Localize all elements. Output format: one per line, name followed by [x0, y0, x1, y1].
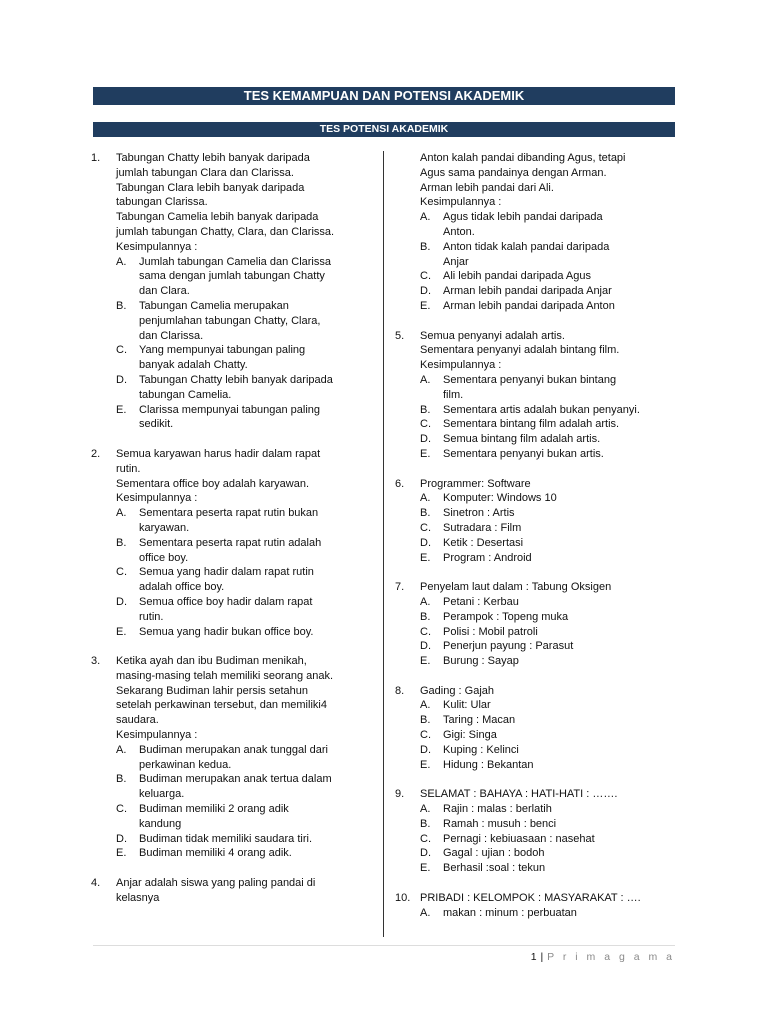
question-item	[91, 447, 373, 639]
question-number: 1.	[91, 152, 101, 164]
answer-option	[420, 506, 680, 521]
question-text: Tabungan Chatty lebih banyak daripada jumlah tabungan Clara dan Clarissa. Tabungan Clara lebih banyak daripada tabungan Clarissa. Tabungan Camelia lebih banyak daripada jumlah tabungan Chatty, Clara, dan Clarissa. Kesimpulannya :	[116, 152, 335, 253]
answer-option	[116, 743, 373, 773]
question-text: Semua penyanyi adalah artis. Sementara penyanyi adalah bintang film. Kesimpulannya :	[420, 329, 620, 372]
answer-option	[420, 728, 680, 743]
answer-option	[420, 373, 680, 403]
question-text: Gading : Gajah	[420, 684, 494, 697]
option-text: Semua bintang film adalah artis.	[443, 433, 601, 446]
option-text: Sementara artis adalah bukan penyanyi.	[443, 403, 640, 416]
option-letter: D.	[420, 847, 431, 860]
option-letter: A.	[420, 906, 431, 919]
footer-separator: |	[540, 951, 544, 963]
option-letter: B.	[420, 403, 431, 416]
option-text: Tabungan Camelia merupakan penjumlahan tabungan Chatty, Clara, dan Clarissa.	[139, 299, 321, 342]
answer-option	[420, 299, 680, 314]
option-text: Arman lebih pandai daripada Anjar	[443, 285, 612, 298]
option-text: Anton tidak kalah pandai daripada Anjar	[443, 240, 610, 268]
answer-option	[420, 832, 680, 847]
option-text: Budiman merupakan anak tertua dalam keluarga.	[139, 773, 332, 801]
answer-option	[116, 772, 373, 802]
option-letter: D.	[420, 640, 431, 653]
question-item	[91, 151, 373, 432]
answer-option	[420, 639, 680, 654]
answer-option	[420, 595, 680, 610]
right-column	[395, 151, 680, 935]
option-text: makan : minum : perbuatan	[443, 906, 577, 919]
option-text: Ramah : musuh : benci	[443, 817, 557, 830]
question-number: 3.	[91, 655, 101, 668]
answer-option	[420, 491, 680, 506]
option-letter: E.	[420, 758, 431, 771]
option-text: Arman lebih pandai daripada Anton	[443, 299, 615, 312]
answer-option	[420, 817, 680, 832]
answer-option	[420, 713, 680, 728]
answer-option	[420, 846, 680, 861]
option-letter: A.	[420, 595, 431, 608]
option-text: Sutradara : Film	[443, 521, 522, 534]
option-text: Sementara peserta rapat rutin bukan karyawan.	[139, 507, 319, 534]
option-text: Semua yang hadir dalam rapat rutin adalah office boy.	[139, 566, 314, 594]
option-text: Budiman merupakan anak tunggal dari perkawinan kedua.	[139, 743, 328, 771]
question-text: Anton kalah pandai dibanding Agus, tetapi Agus sama pandainya dengan Arman. Arman lebih pandai dari Ali. Kesimpulannya :	[420, 152, 626, 209]
option-letter: D.	[420, 285, 431, 298]
option-letter: D.	[116, 832, 127, 845]
option-text: Sinetron : Artis	[443, 507, 515, 520]
option-letter: B.	[420, 240, 431, 253]
answer-option	[420, 447, 680, 462]
option-letter: A.	[420, 492, 431, 505]
option-text: Burung : Sayap	[443, 655, 519, 668]
option-text: Gigi: Singa	[443, 729, 497, 742]
answer-option	[420, 210, 680, 240]
option-text: Yang mempunyai tabungan paling banyak adalah Chatty.	[139, 344, 306, 372]
answer-option	[420, 610, 680, 625]
option-letter: A.	[420, 699, 431, 712]
answer-option	[420, 551, 680, 566]
answer-option	[420, 417, 680, 432]
answer-option	[420, 536, 680, 551]
option-letter: B.	[116, 773, 127, 786]
option-letter: C.	[420, 270, 431, 283]
option-letter: D.	[420, 433, 431, 446]
question-item	[91, 654, 373, 861]
option-letter: C.	[420, 625, 431, 638]
option-letter: B.	[420, 714, 431, 727]
question-number: 10.	[395, 891, 411, 904]
option-text: Ali lebih pandai daripada Agus	[443, 270, 592, 283]
option-letter: A.	[116, 507, 127, 520]
option-text: Budiman tidak memiliki saudara tiri.	[139, 832, 313, 845]
option-letter: B.	[420, 507, 431, 520]
question-item	[395, 891, 680, 921]
option-letter: C.	[420, 729, 431, 742]
question-item	[395, 580, 680, 669]
question-item	[395, 684, 680, 773]
option-text: Sementara penyanyi bukan bintang film.	[443, 373, 617, 401]
question-number: 5.	[395, 329, 405, 342]
column-divider	[383, 151, 384, 937]
answer-option	[420, 284, 680, 299]
question-item	[395, 329, 680, 462]
answer-option	[420, 802, 680, 817]
option-letter: E.	[116, 625, 127, 638]
question-text: Penyelam laut dalam : Tabung Oksigen	[420, 581, 612, 594]
option-text: Clarissa mempunyai tabungan paling sedikit.	[139, 403, 320, 431]
question-text: SELAMAT : BAHAYA : HATI-HATI : …….	[420, 788, 618, 801]
option-letter: C.	[420, 418, 431, 431]
option-text: Hidung : Bekantan	[443, 758, 534, 771]
question-number: 2.	[91, 447, 101, 460]
option-letter: E.	[420, 551, 431, 564]
option-text: Semua office boy hadir dalam rapat rutin.	[139, 595, 313, 623]
question-item	[395, 477, 680, 566]
question-text: Anjar adalah siswa yang paling pandai di kelasnya	[116, 877, 316, 904]
answer-option	[116, 802, 373, 832]
question-text: Ketika ayah dan ibu Budiman menikah, masing-masing telah memiliki seorang anak. Sekarang Budiman lahir persis setahun setelah perkawinan tersebut, dan memiliki4 saudara. Kesimpulannya :	[116, 655, 334, 742]
option-text: Sementara bintang film adalah artis.	[443, 418, 620, 431]
question-text: Programmer: Software	[420, 477, 531, 490]
option-text: Jumlah tabungan Camelia dan Clarissa sama dengan jumlah tabungan Chatty dan Clara.	[139, 255, 331, 298]
question-number: 6.	[395, 477, 405, 490]
answer-option	[420, 240, 680, 270]
option-letter: D.	[420, 536, 431, 549]
option-letter: D.	[116, 373, 127, 386]
option-text: Budiman memiliki 2 orang adik kandung	[139, 803, 289, 830]
answer-option	[420, 906, 680, 921]
question-number: 8.	[395, 684, 405, 697]
answer-option	[116, 832, 373, 847]
answer-option	[420, 654, 680, 669]
answer-option	[116, 255, 373, 299]
document-title: TES KEMAMPUAN DAN POTENSI AKADEMIK	[93, 87, 675, 105]
option-text: Sementara penyanyi bukan artis.	[443, 447, 604, 460]
option-letter: C.	[116, 803, 127, 816]
option-letter: B.	[420, 610, 431, 623]
option-text: Petani : Kerbau	[443, 595, 519, 608]
option-text: Penerjun payung : Parasut	[443, 640, 574, 653]
answer-option	[116, 373, 373, 403]
answer-option	[116, 403, 373, 433]
left-column	[91, 151, 373, 920]
option-text: Tabungan Chatty lebih banyak daripada tabungan Camelia.	[139, 373, 333, 401]
answer-option	[116, 846, 373, 861]
option-text: Komputer: Windows 10	[443, 492, 557, 505]
option-text: Berhasil :soal : tekun	[443, 862, 546, 875]
option-text: Sementara peserta rapat rutin adalah office boy.	[139, 536, 322, 564]
option-text: Semua yang hadir bukan office boy.	[139, 625, 314, 638]
question-text: PRIBADI : KELOMPOK : MASYARAKAT : ….	[420, 891, 641, 904]
question-text: Semua karyawan harus hadir dalam rapat rutin. Sementara office boy adalah karyawan. Kesimpulannya :	[116, 447, 321, 505]
answer-option	[116, 625, 373, 640]
option-text: Ketik : Desertasi	[443, 536, 524, 549]
option-letter: C.	[116, 344, 127, 357]
option-text: Budiman memiliki 4 orang adik.	[139, 847, 292, 860]
question-number: 9.	[395, 788, 405, 801]
footer	[531, 951, 675, 963]
option-letter: B.	[116, 536, 127, 549]
answer-option	[420, 625, 680, 640]
answer-option	[116, 565, 373, 595]
option-letter: B.	[420, 817, 431, 830]
option-letter: C.	[116, 566, 127, 579]
footer-brand: P r i m a g a m a	[547, 951, 675, 963]
option-text: Polisi : Mobil patroli	[443, 625, 538, 638]
option-letter: D.	[420, 743, 431, 756]
option-text: Kulit: Ular	[443, 699, 491, 712]
option-letter: E.	[116, 847, 127, 860]
answer-option	[420, 698, 680, 713]
question-number: 4.	[91, 877, 101, 890]
answer-option	[116, 506, 373, 536]
answer-option	[420, 743, 680, 758]
option-text: Pernagi : kebiuasaan : nasehat	[443, 832, 595, 845]
option-text: Agus tidak lebih pandai daripada Anton.	[443, 211, 603, 238]
option-text: Rajin : malas : berlatih	[443, 803, 552, 816]
answer-option	[116, 299, 373, 343]
option-letter: D.	[116, 595, 127, 608]
option-text: Perampok : Topeng muka	[443, 610, 569, 623]
option-text: Gagal : ujian : bodoh	[443, 847, 545, 860]
question-item	[395, 151, 680, 314]
option-letter: A.	[116, 255, 127, 268]
option-letter: C.	[420, 832, 431, 845]
option-letter: B.	[116, 299, 127, 312]
answer-option	[420, 432, 680, 447]
page-number: 1	[530, 951, 538, 963]
answer-option	[420, 269, 680, 284]
option-letter: A.	[420, 211, 431, 224]
answer-option	[420, 861, 680, 876]
option-letter: E.	[420, 862, 431, 875]
answer-option	[420, 521, 680, 536]
option-text: Program : Android	[443, 551, 532, 564]
option-letter: E.	[116, 403, 127, 416]
question-item	[91, 876, 373, 906]
option-letter: E.	[420, 299, 431, 312]
answer-option	[116, 536, 373, 566]
question-item	[395, 787, 680, 876]
question-number: 7.	[395, 581, 405, 594]
answer-option	[420, 758, 680, 773]
section-title: TES POTENSI AKADEMIK	[93, 122, 675, 137]
option-letter: E.	[420, 655, 431, 668]
answer-option	[420, 403, 680, 418]
option-letter: A.	[420, 803, 431, 816]
answer-option	[116, 595, 373, 625]
answer-option	[116, 343, 373, 373]
option-letter: E.	[420, 447, 431, 460]
option-letter: A.	[116, 743, 127, 756]
footer-divider	[93, 945, 675, 946]
option-text: Taring : Macan	[443, 714, 516, 727]
option-text: Kuping : Kelinci	[443, 743, 519, 756]
option-letter: C.	[420, 521, 431, 534]
option-letter: A.	[420, 373, 431, 386]
